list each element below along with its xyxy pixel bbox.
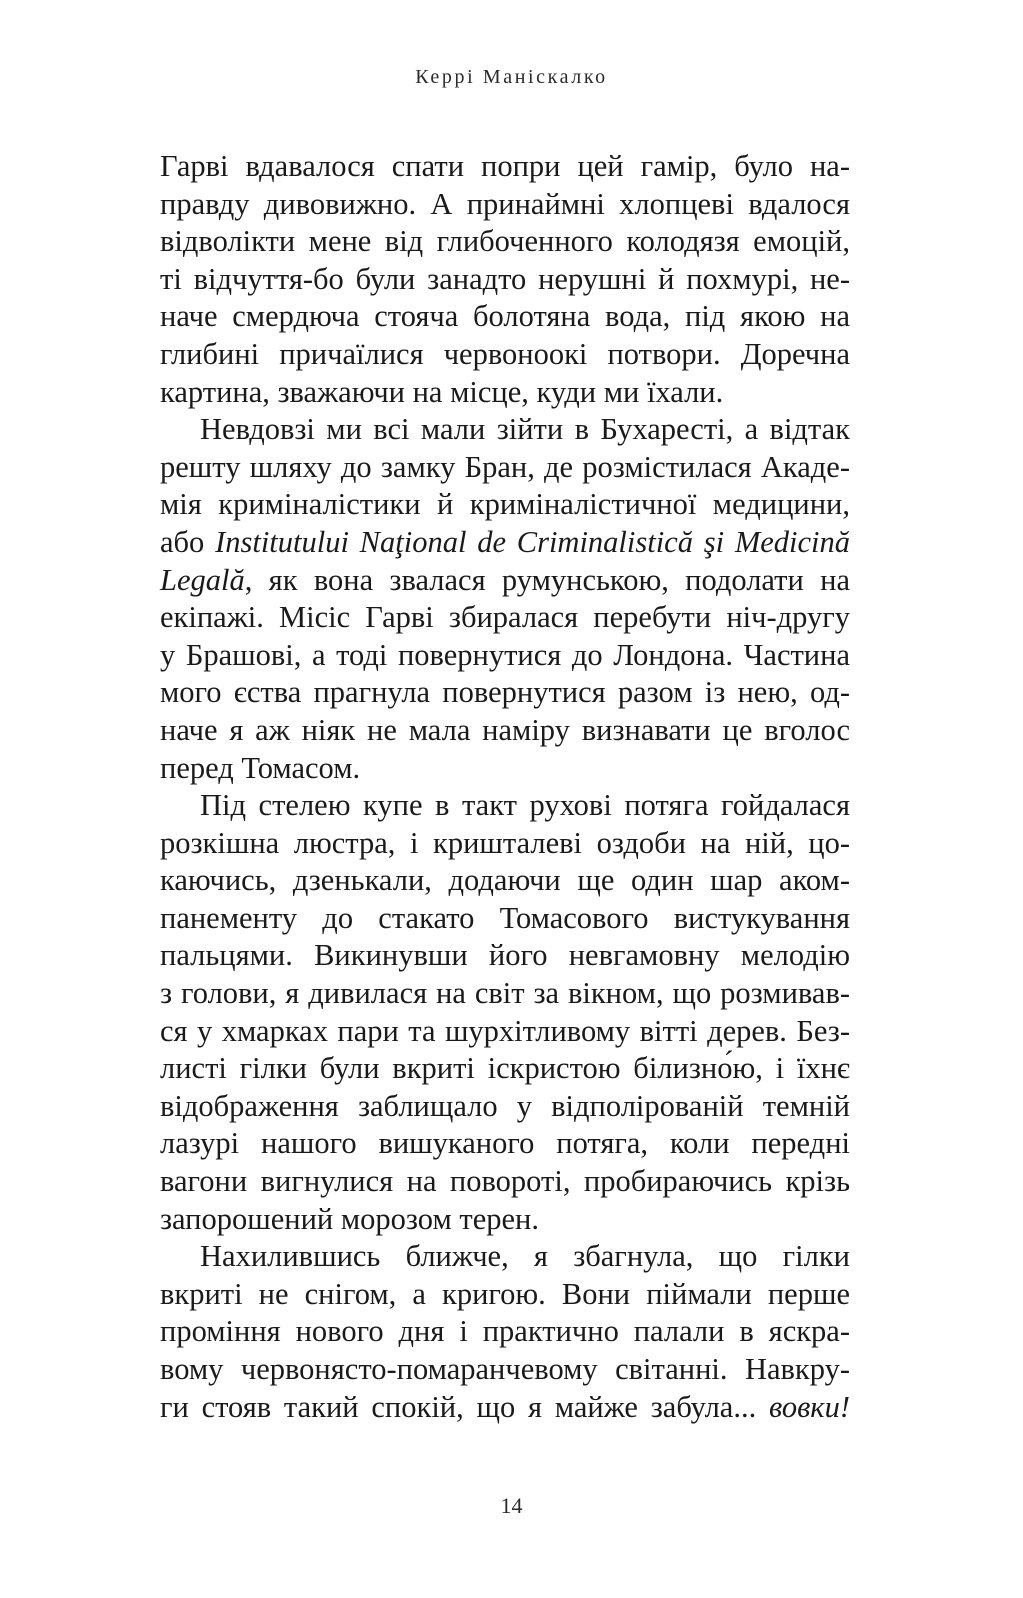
text-line: запорошений морозом терен. <box>160 1201 539 1236</box>
text-line: листі гілки були вкриті іскристою білизно́ю, і їхнє <box>160 1051 850 1086</box>
text-line: каючись, дзенькали, додаючи ще один шар аком- <box>160 863 850 898</box>
text-line: пальцями. Викинувши його невгамовну мелодію <box>160 938 850 973</box>
text-line: лазурі нашого вишуканого потяга, коли передні <box>160 1126 850 1161</box>
text-run: ги стояв такий спокій, що я майже забула... <box>160 1389 769 1424</box>
paragraph-4 <box>160 1238 850 1426</box>
running-head-author: Керрі Маніскалко <box>415 66 608 88</box>
text-line: мого єства прагнула повернутися разом із нею, од- <box>160 675 850 710</box>
text-line: панементу до стакато Томасового вистукування <box>160 900 850 935</box>
text-line: решту шляху до замку Бран, де розмістилася Акаде- <box>160 449 850 484</box>
text-line: з голови, я дивилася на світ за вікном, що розмивав- <box>160 976 850 1011</box>
text-line: відображення заблищало у відполірованій темній <box>160 1088 850 1123</box>
body-text <box>160 148 850 1426</box>
text-line: проміння нового дня і практично палали в яскра- <box>160 1314 850 1349</box>
text-line: екіпажі. Місіс Гарві збиралася перебути ніч-другу <box>160 600 850 635</box>
text-line-mixed <box>160 1389 850 1427</box>
italic-title-run: Institutului Naţional de Criminalistică şi Medicină <box>215 524 850 559</box>
paragraph-1 <box>160 148 850 411</box>
text-line-mixed <box>160 562 850 600</box>
text-line: ся у хмарках пари та шурхітливому вітті дерев. Без- <box>160 1013 850 1048</box>
text-line: перед Томасом. <box>160 750 361 785</box>
text-line: розкішна люстра, і кришталеві оздоби на ній, цо- <box>160 825 850 860</box>
text-line: картина, зважаючи на місце, куди ми їхали. <box>160 374 724 409</box>
text-line: вкриті не снігом, а кригою. Вони піймали перше <box>160 1276 850 1311</box>
italic-title-run: Legală <box>160 562 245 597</box>
text-line: правду дивовижно. А принаймні хлопцеві вдалося <box>160 186 850 221</box>
text-line: Під стелею купе в такт рухові потяга гойдалася <box>200 788 850 823</box>
page-number: 14 <box>500 1493 523 1518</box>
text-run: , як вона звалася румунською, подолати на <box>244 562 850 597</box>
text-line: вому червонясто-помаранчевому світанні. Навкру- <box>160 1352 850 1386</box>
text-line: глибині причаїлися червоноокі потвори. Доречна <box>160 336 850 371</box>
italic-emphasis-run: вовки! <box>768 1389 850 1424</box>
text-run: або <box>160 524 216 559</box>
paragraph-2 <box>160 411 850 787</box>
text-line: наче я аж ніяк не мала наміру визнавати це вголос <box>160 712 850 747</box>
text-line: Нахилившись ближче, я збагнула, що гілки <box>200 1239 850 1274</box>
text-line: мія криміналістики й криміналістичної медицини, <box>160 487 850 522</box>
paragraph-3 <box>160 787 850 1238</box>
text-line: ті відчуття-бо були занадто нерушні й похмурі, не- <box>160 261 850 296</box>
text-line: вагони вигнулися на повороті, пробираючись крізь <box>160 1164 850 1199</box>
text-line-mixed <box>160 524 850 562</box>
text-line: відволікти мене від глибоченного колодязя емоцій, <box>160 224 850 259</box>
text-line: Невдовзі ми всі мали зійти в Бухаресті, а відтак <box>200 412 850 447</box>
text-line: наче смердюча стояча болотяна вода, під якою на <box>160 299 850 334</box>
text-line: Гарві вдавалося спати попри цей гамір, було на- <box>160 149 850 183</box>
text-line: у Брашові, а тоді повернутися до Лондона. Частина <box>160 637 850 672</box>
